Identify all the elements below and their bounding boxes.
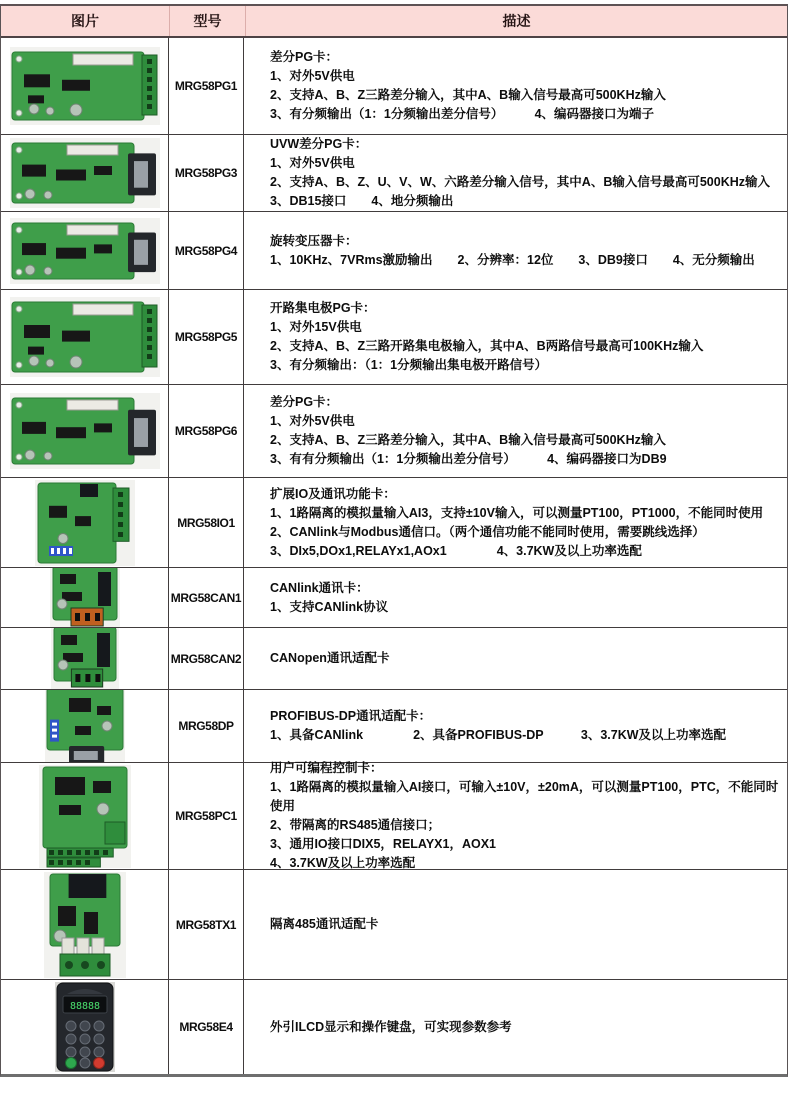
description-line: 1、对外5V供电: [270, 156, 355, 170]
table-body: [1, 38, 787, 1074]
model-number: MRG58PG4: [169, 212, 244, 289]
description-line: 1、对外15V供电: [270, 320, 362, 334]
pcb-wide-db-image: [10, 393, 160, 469]
pcb-small-green-image: [51, 628, 119, 689]
description-line: 1、对外5V供电: [270, 69, 355, 83]
description-line: 4、3.7KW及以上功率选配: [270, 856, 416, 870]
model-number: MRG58E4: [169, 980, 244, 1074]
pcb-square-image: [35, 480, 135, 566]
svg-text:88888: 88888: [69, 1001, 100, 1012]
product-photo-cell: [1, 290, 169, 384]
description-line: 1、1路隔离的模拟量输入AI接口，可输入±10V，±20mA，可以测量PT100，PTC，不能同时使用: [270, 780, 779, 813]
table-row: [1, 763, 787, 870]
product-photo-cell: [1, 385, 169, 477]
product-spec-table: [0, 4, 788, 1077]
description-line: 2、CANlink与Modbus通信口。（两个通信功能不能同时使用，需要跳线选择）: [270, 524, 705, 539]
description-cell: [244, 385, 787, 477]
product-photo-cell: [1, 628, 169, 689]
description-line: 旋转变压器卡：: [270, 233, 358, 248]
description-line: 3、有分频输出：（1：1分频输出集电极开路信号）: [270, 358, 548, 372]
description-line: 1、对外5V供电: [270, 414, 355, 428]
model-number: MRG58PG1: [169, 38, 244, 134]
description-cell: [244, 478, 787, 567]
product-photo-cell: [1, 212, 169, 289]
pcb-small-orange-image: [50, 568, 120, 627]
model-number: MRG58PG3: [169, 135, 244, 211]
table-row: [1, 478, 787, 568]
description-line: CANlink通讯卡：: [270, 580, 369, 595]
pcb-square-db-image: [45, 690, 125, 762]
description-cell: [244, 690, 787, 762]
description-cell: [244, 135, 787, 211]
description-line: 2、支持A、B、Z三路差分输入，其中A、B输入信号最高可500KHz输入: [270, 88, 666, 102]
product-photo-cell: [1, 478, 169, 567]
pcb-tall-image: [39, 765, 131, 868]
description-line: 3、DIx5,DOx1,RELAYx1,AOx1 4、3.7KW及以上功率选配: [270, 543, 642, 558]
model-number: MRG58CAN1: [169, 568, 244, 627]
pcb-wide-terminal-image: [10, 297, 160, 377]
description-line: 2、支持A、B、Z三路差分输入，其中A、B输入信号最高可500KHz输入: [270, 433, 666, 447]
description-line: 2、支持A、B、Z三路开路集电极输入，其中A、B两路信号最高可100KHz输入: [270, 339, 704, 353]
table-row: [1, 135, 787, 212]
header-model-column: 型号: [169, 6, 245, 36]
description-line: 2、支持A、B、Z、U、V、W、六路差分输入信号，其中A、B输入信号最高可500KHz输入: [270, 175, 771, 189]
product-photo-cell: [1, 870, 169, 979]
description-line: 扩展IO及通讯功能卡：: [270, 486, 396, 501]
description-cell: [244, 763, 787, 869]
model-number: MRG58PG5: [169, 290, 244, 384]
pcb-wide-db-image: [10, 138, 160, 208]
table-header: [1, 4, 787, 38]
description-cell: [244, 870, 787, 979]
description-line: PROFIBUS-DP通讯适配卡：: [270, 709, 432, 723]
description-line: 外引ILCD显示和操作键盘，可实现参数参考: [270, 1019, 512, 1034]
model-number: MRG58IO1: [169, 478, 244, 567]
description-cell: [244, 290, 787, 384]
description-cell: [244, 628, 787, 689]
description-line: 差分PG卡：: [270, 50, 339, 64]
table-row: [1, 870, 787, 980]
description-line: UVW差分PG卡：: [270, 137, 368, 151]
description-cell: [244, 212, 787, 289]
description-line: 1、10KHz、7VRms激励输出 2、分辨率：12位 3、DB9接口 4、无分频输出: [270, 252, 755, 267]
keypad-image: [55, 982, 115, 1072]
pcb-wide-db-image: [10, 218, 160, 284]
description-line: 开路集电极PG卡：: [270, 301, 376, 315]
description-cell: [244, 568, 787, 627]
model-number: MRG58DP: [169, 690, 244, 762]
product-photo-cell: [1, 38, 169, 134]
product-photo-cell: [1, 690, 169, 762]
pcb-tall-terminal-image: [44, 872, 126, 978]
model-number: MRG58PG6: [169, 385, 244, 477]
table-row: [1, 385, 787, 478]
pcb-wide-terminal-image: [10, 47, 160, 125]
description-line: 用户可编程控制卡：: [270, 761, 383, 775]
description-line: 1、1路隔离的模拟量输入AI3，支持±10V输入，可以测量PT100，PT1000，不能同时使用: [270, 505, 764, 520]
header-description-column: 描述: [245, 6, 787, 36]
table-row: [1, 290, 787, 385]
table-row: [1, 212, 787, 290]
description-line: 隔离485通讯适配卡: [270, 917, 379, 931]
product-photo-cell: [1, 763, 169, 869]
description-line: 3、有有分频输出（1：1分频输出差分信号） 4、编码器接口为DB9: [270, 452, 667, 466]
description-line: 差分PG卡：: [270, 395, 339, 409]
table-row: [1, 628, 787, 690]
table-row: [1, 568, 787, 628]
description-line: 1、支持CANlink协议: [270, 599, 389, 614]
description-cell: [244, 38, 787, 134]
product-photo-cell: [1, 568, 169, 627]
product-photo-cell: [1, 980, 169, 1074]
model-number: MRG58PC1: [169, 763, 244, 869]
model-number: MRG58TX1: [169, 870, 244, 979]
model-number: MRG58CAN2: [169, 628, 244, 689]
description-line: 2、带隔离的RS485通信接口；: [270, 818, 441, 832]
description-line: 1、具备CANlink 2、具备PROFIBUS-DP 3、3.7KW及以上功率选配: [270, 728, 727, 742]
table-row: [1, 980, 787, 1074]
description-line: CANopen通讯适配卡: [270, 651, 390, 665]
description-line: 3、DB15接口 4、地分频输出: [270, 194, 454, 208]
header-image-column: 图片: [71, 13, 99, 29]
description-line: 3、有分频输出（1：1分频输出差分信号） 4、编码器接口为端子: [270, 107, 655, 121]
description-cell: [244, 980, 787, 1074]
product-photo-cell: [1, 135, 169, 211]
table-row: [1, 38, 787, 135]
description-line: 3、通用IO接口DIX5，RELAYX1，AOX1: [270, 837, 496, 851]
table-row: [1, 690, 787, 763]
